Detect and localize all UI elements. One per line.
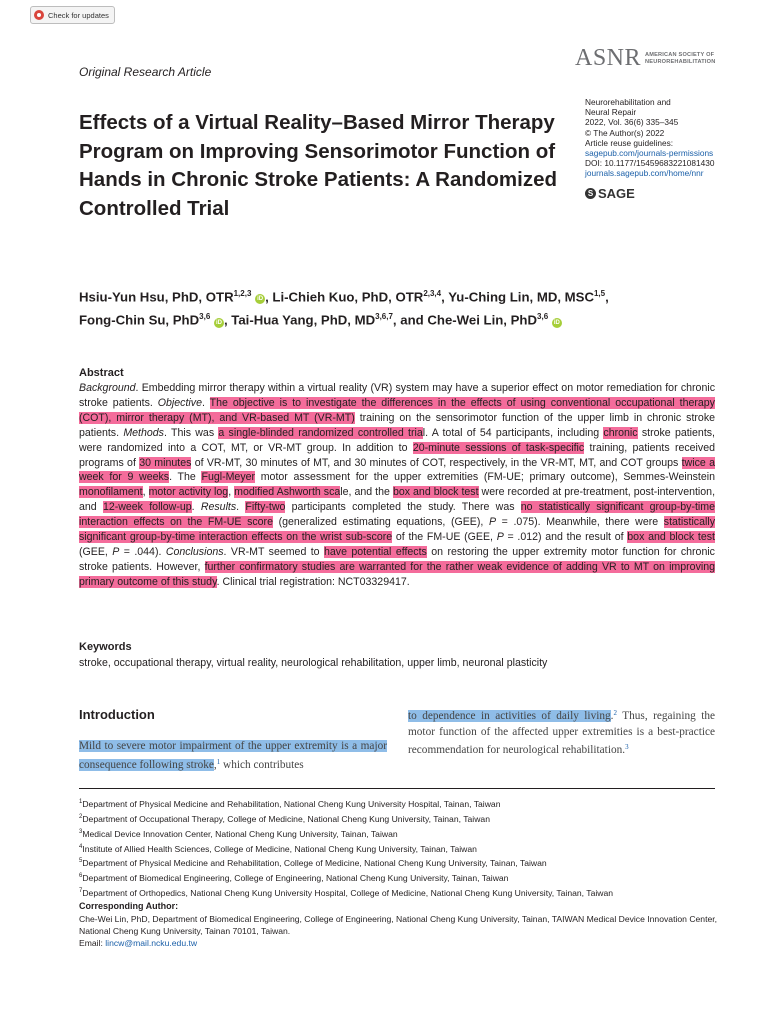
- affiliation-item: [79, 885, 719, 900]
- corresponding-author-heading: Corresponding Author:: [79, 901, 179, 911]
- abstract-text: .: [236, 501, 246, 514]
- highlighted-text: Fifty-two: [245, 501, 286, 514]
- article-type: Original Research Article: [79, 65, 212, 79]
- highlighted-text: to dependence in activities of daily living: [408, 710, 611, 722]
- check-updates-label: Check for updates: [48, 10, 109, 20]
- abstract-section-label: Conclusions: [165, 545, 224, 558]
- asnr-logo-line2: NEUROREHABILITATION: [645, 58, 716, 65]
- abstract-text: .: [201, 396, 210, 409]
- abstract-text: = .044).: [119, 545, 166, 558]
- highlighted-text: 30 minutes: [139, 456, 192, 469]
- journal-name-line2: Neural Repair: [585, 107, 637, 118]
- affiliation-item: [79, 826, 719, 841]
- introduction-left-column: Mild to severe motor impairment of the upper extremity is a major consequence following stroke,$^1$ which contributes: [79, 740, 387, 771]
- abstract-text: . This was: [163, 426, 219, 439]
- author-name: Tai-Hua Yang, PhD, MD: [231, 312, 376, 328]
- asnr-logo-line1: AMERICAN SOCIETY OF: [645, 51, 715, 58]
- abstract-text: motor assessment for the upper extremities (FM-UE; primary outcome), Semmes-Weinstein: [255, 471, 715, 484]
- abstract-text: on restoring the upper extremity motor function for chronic stroke patients. However,: [79, 545, 715, 573]
- keywords-list: stroke, occupational therapy, virtual reality, neurological rehabilitation, upper limb, neuronal plasticity: [79, 657, 548, 669]
- abstract-text: of the FM-UE (GEE,: [392, 531, 497, 544]
- abstract-text: ,: [228, 486, 235, 499]
- author-list: [79, 284, 739, 331]
- highlighted-text: modified Ashworth sca: [234, 486, 341, 499]
- author-name: Fong-Chin Su, PhD: [79, 312, 200, 328]
- abstract-text: . The: [169, 471, 202, 484]
- journal-info: [585, 97, 760, 179]
- abstract-text: participants completed the study. There was: [285, 501, 521, 514]
- abstract-text: (GEE,: [79, 545, 113, 558]
- affiliations-list: [79, 796, 719, 900]
- abstract-heading: Abstract: [79, 367, 124, 379]
- abstract-section-label: Background: [79, 382, 136, 394]
- affiliation-text: Institute of Allied Health Sciences, College of Medicine, National Cheng Kung University, Tainan, Taiwan: [82, 843, 477, 854]
- affiliation-item: [79, 796, 719, 811]
- affiliation-number: 6: [79, 873, 83, 880]
- highlighted-text: motor activity log: [148, 486, 229, 499]
- abstract-text: stroke patients, were randomized into a COT, MT, or VR-MT group. In addition to: [79, 426, 715, 454]
- abstract-body: [79, 381, 715, 590]
- highlighted-text: further confirmatory studies are warranted for the rather weak evidence of adding VR to MT on improving primary outcome of this study: [79, 560, 716, 588]
- affiliation-item: [79, 870, 719, 885]
- affiliation-number: 2: [79, 813, 83, 820]
- email-link[interactable]: lincw@mail.ncku.edu.tw: [105, 938, 198, 948]
- author-name: Yu-Ching Lin, MD, MSC: [448, 289, 594, 305]
- asnr-logo-subtitle: [645, 52, 715, 66]
- journal-home-link[interactable]: journals.sagepub.com/home/nnr: [585, 168, 704, 179]
- abstract-section-label: P: [488, 516, 497, 529]
- abstract-text: . Clinical trial registration: NCT03329417.: [216, 575, 410, 588]
- check-for-updates-button[interactable]: [30, 6, 115, 24]
- citation-link[interactable]: 2: [613, 709, 617, 717]
- affiliation-text: Department of Physical Medicine and Rehabilitation, College of Medicine, National Cheng Kung University, Tainan, Taiwan: [82, 858, 547, 869]
- citation-link[interactable]: 3: [625, 743, 629, 751]
- abstract-text: .: [191, 501, 201, 514]
- check-updates-icon: [34, 10, 44, 20]
- sage-circle-icon: S: [585, 188, 596, 199]
- affiliation-item: [79, 841, 719, 856]
- journal-name-line1: Neurorehabilitation and: [585, 97, 671, 107]
- article-title: Effects of a Virtual Reality–Based Mirror Therapy Program on Improving Sensorimotor Function of Hands in Chronic Stroke Patients: A Randomized Controlled Trial: [79, 111, 558, 220]
- corresponding-author-address: Che-Wei Lin, PhD, Department of Biomedical Engineering, College of Engineering, National Cheng Kung University, Tainan, TAIWAN Medical Device Innovation Center, National Cheng Kung University, Tainan 70101, Taiwan.: [79, 914, 718, 936]
- abstract-section-label: Methods: [123, 426, 164, 439]
- sage-logo-text: SAGE: [598, 186, 635, 201]
- keywords-heading: Keywords: [79, 641, 132, 653]
- affiliation-item: [79, 855, 719, 870]
- copyright: © The Author(s) 2022: [585, 127, 665, 138]
- affiliation-text: Department of Occupational Therapy, College of Medicine, National Cheng Kung University, Tainan, Taiwan: [82, 813, 490, 824]
- abstract-text: ,: [142, 486, 149, 499]
- highlighted-text: no statistically significant group-by-time interaction effects on the FM-UE score: [79, 501, 715, 529]
- highlighted-text: 12-week follow-up: [102, 501, 192, 514]
- author-affiliation-marker: 1,5: [593, 289, 606, 298]
- introduction-right-column: to dependence in activities of daily living.$^2$ Thus, regaining the motor function of the affected upper extremities is a best-practice recommendation for neurological rehabilitation.$^3$: [408, 709, 715, 756]
- highlighted-text: twice a week for 9 weeks: [79, 456, 715, 484]
- sage-logo: [585, 186, 635, 201]
- reuse-guidelines-label: Article reuse guidelines:: [585, 137, 674, 148]
- highlighted-text: have potential effects: [323, 545, 427, 558]
- affiliation-number: 4: [79, 843, 83, 850]
- abstract-text: . VR-MT seemed to: [223, 545, 324, 558]
- author-separator: ,: [265, 289, 273, 305]
- abstract-text: training, patients received programs of: [79, 441, 715, 469]
- abstract-text: (generalized estimating equations, (GEE),: [272, 516, 489, 529]
- affiliation-item: [79, 811, 719, 826]
- orcid-icon[interactable]: iD: [215, 319, 222, 326]
- author-affiliation-marker: 3,6: [199, 312, 211, 322]
- highlighted-text: Fugl-Meyer: [201, 471, 256, 484]
- affiliation-text: Department of Physical Medicine and Rehabilitation, National Cheng Kung University Hospital, Tainan, Taiwan: [82, 798, 501, 809]
- body-text: which contributes: [220, 759, 304, 771]
- highlighted-text: statistically significant group-by-time interaction effects on the wrist sub-score: [79, 516, 715, 544]
- abstract-text: . Embedding mirror therapy within a virtual reality (VR) system may have a superior effect on motor remediation for chronic stroke patients.: [79, 382, 715, 409]
- author-affiliation-marker: 1,2,3: [233, 289, 252, 298]
- abstract-text: l. A total of 54 participants, including: [422, 426, 604, 439]
- highlighted-text: a single-blinded randomized controlled tria: [218, 426, 423, 439]
- highlighted-text: The objective is to investigate the differences in the effects of using conventional occupational therapy (COT), mirror therapy (MT), and VR-based MT (VR-MT): [79, 396, 715, 424]
- author-affiliation-marker: 3,6: [537, 312, 549, 322]
- permissions-link[interactable]: sagepub.com/journals-permissions: [585, 148, 714, 159]
- abstract-text: = .012) and the result of: [503, 531, 628, 544]
- author-separator: , and: [392, 312, 428, 328]
- abstract-text: of VR-MT, 30 minutes of MT, and 30 minutes of COT, respectively, in the VR-MT, MT, and COT groups: [191, 456, 682, 469]
- abstract-text: were recorded at pre-treatment, post-intervention, and: [79, 486, 716, 514]
- highlighted-text: Mild to severe motor impairment of the upper extremity is a major consequence following stroke: [79, 740, 387, 771]
- highlighted-text: 20-minute sessions of task-specific: [412, 441, 585, 454]
- highlighted-text: monofilament: [79, 486, 143, 499]
- body-text: Thus, regaining the motor function of the affected upper extremities is a best-practice recommendation for neurological rehabilitation.: [408, 710, 715, 756]
- highlighted-text: chronic: [603, 426, 638, 439]
- abstract-section-label: P: [112, 545, 120, 558]
- abstract-text: le, and the: [340, 486, 393, 499]
- orcid-icon[interactable]: iD: [553, 319, 560, 326]
- affiliation-text: Department of Orthopedics, National Cheng Kung University Hospital, College of Medicine, National Cheng Kung University, Tainan, Taiwan: [82, 888, 614, 899]
- affiliation-number: 7: [79, 888, 83, 895]
- abstract-section-label: Objective: [157, 396, 202, 409]
- abstract-text: = .075). Meanwhile, there were: [496, 516, 664, 529]
- author-separator: ,: [441, 289, 449, 305]
- doi[interactable]: DOI: 10.1177/15459683221081430: [585, 158, 715, 169]
- author-separator: ,: [605, 289, 609, 305]
- introduction-heading: Introduction: [79, 707, 155, 722]
- corresponding-author-details: [79, 913, 719, 949]
- author-name: Che-Wei Lin, PhD: [427, 312, 538, 328]
- author-name: Hsiu-Yun Hsu, PhD, OTR: [79, 289, 234, 305]
- affiliation-text: Medical Device Innovation Center, National Cheng Kung University, Tainan, Taiwan: [82, 828, 398, 839]
- abstract-text: training on the sensorimotor function of the upper limb in chronic stroke patients.: [79, 411, 716, 439]
- author-name: Li-Chieh Kuo, PhD, OTR: [272, 289, 424, 305]
- citation-link[interactable]: 1: [216, 758, 221, 766]
- affiliation-number: 3: [79, 828, 83, 835]
- author-separator: ,: [223, 312, 232, 328]
- affiliation-number: 5: [79, 858, 83, 865]
- asnr-logo-mark: ASNR: [575, 45, 642, 71]
- highlighted-text: box and block test: [392, 486, 479, 499]
- author-affiliation-marker: 2,3,4: [423, 289, 442, 298]
- author-affiliation-marker: 3,6,7: [375, 312, 393, 322]
- abstract-section-label: Results: [200, 501, 237, 514]
- affiliation-text: Department of Biomedical Engineering, College of Engineering, National Cheng Kung University, Tainan, Taiwan: [82, 873, 509, 884]
- abstract-section-label: P: [496, 531, 504, 544]
- asnr-logo: [575, 45, 715, 72]
- affiliation-number: 1: [79, 799, 83, 805]
- orcid-icon[interactable]: iD: [257, 296, 264, 303]
- footnote-divider: [79, 788, 715, 789]
- highlighted-text: box and block test: [627, 531, 715, 544]
- journal-volume: 2022, Vol. 36(6) 335–345: [585, 117, 679, 128]
- email-label: Email:: [79, 938, 106, 948]
